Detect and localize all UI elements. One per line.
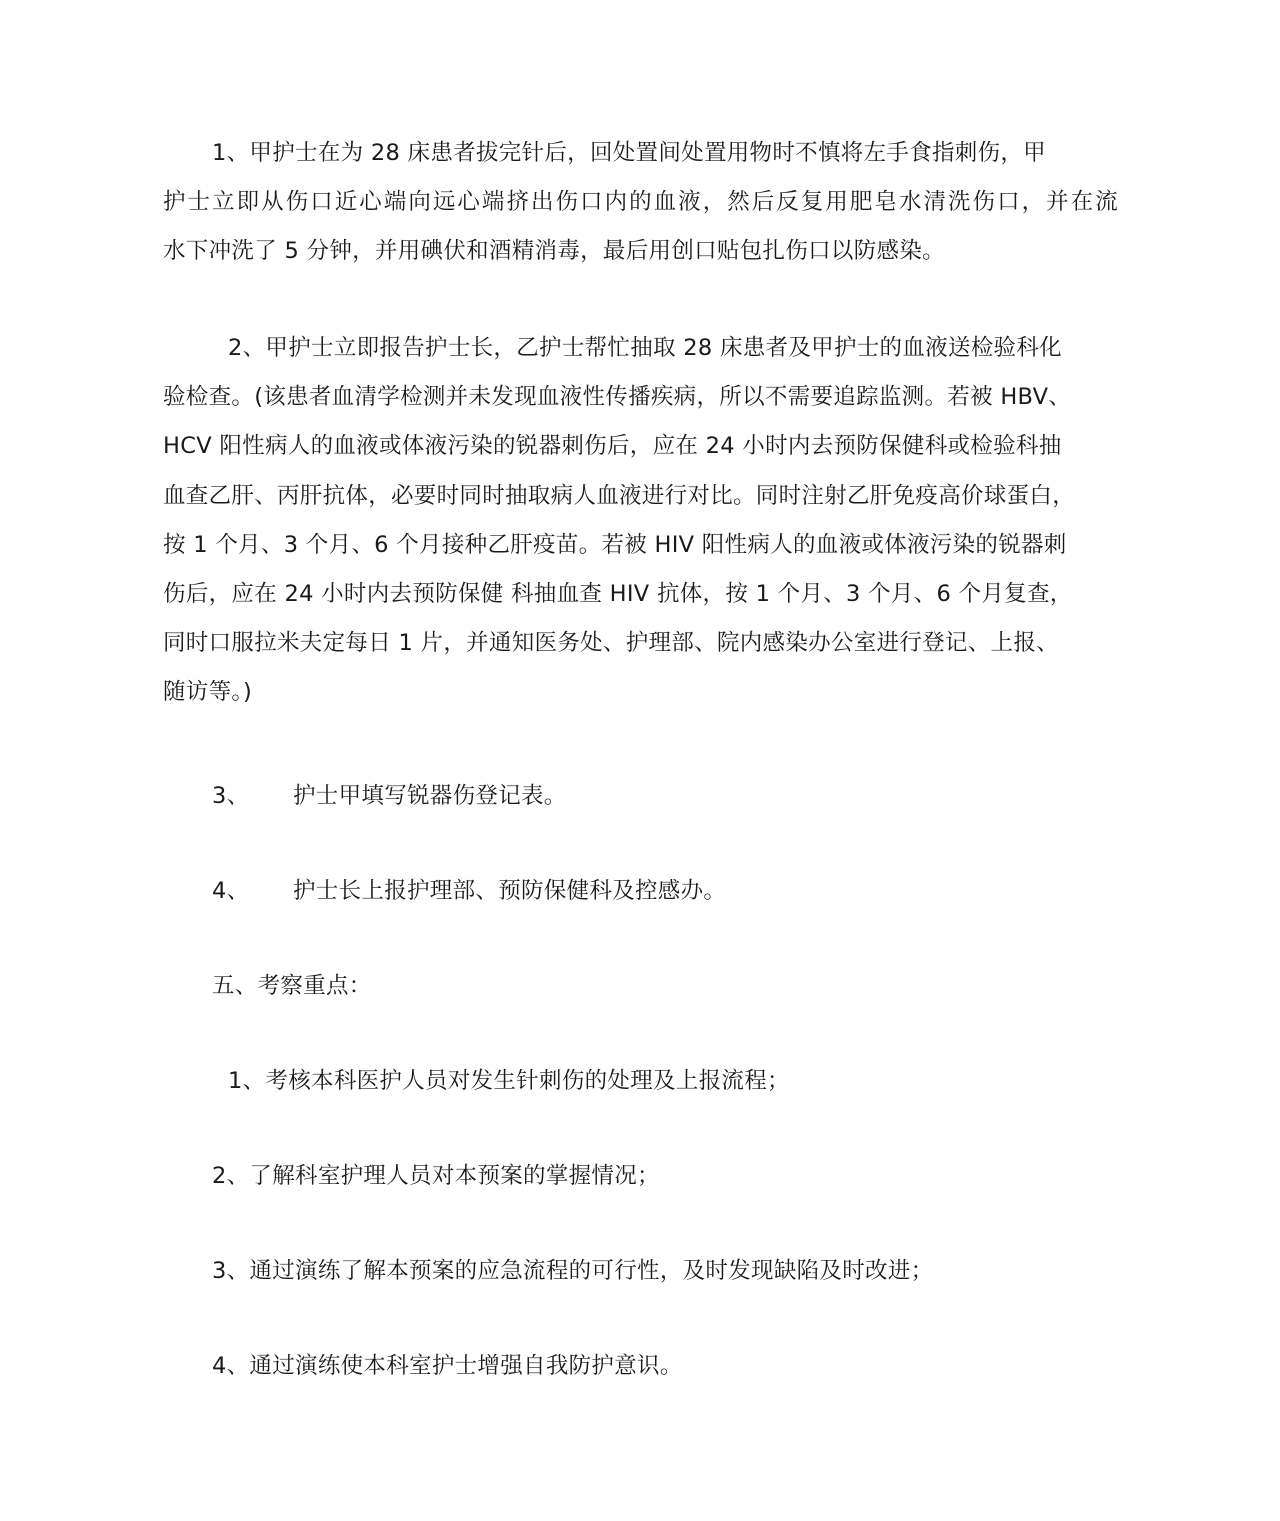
paragraph-2-line-7: 同时口服拉米夫定每日 1 片，并通知医务处、护理部、院内感染办公室进行登记、上报、 [163,630,1059,656]
focus-item-3: 3、通过演练了解本预案的应急流程的可行性，及时发现缺陷及时改进； [212,1258,934,1284]
focus-item-1: 1、考核本科医护人员对发生针刺伤的处理及上报流程； [228,1068,790,1094]
paragraph-1-line-1: 1、甲护士在为 28 床患者拔完针后，回处置间处置用物时不慎将左手食指刺伤，甲 [212,140,1046,166]
step-4-text: 护士长上报护理部、预防保健科及控感办。 [293,878,727,904]
section-heading: 五、考察重点： [212,973,372,999]
paragraph-1-line-2: 护士立即从伤口近心端向远心端挤出伤口内的血液，然后反复用肥皂水清洗伤口，并在流 [163,189,1118,215]
step-3-number: 3、 [212,783,250,809]
paragraph-2-line-5: 按 1 个月、3 个月、6 个月接种乙肝疫苗。若被 HIV 阳性病人的血液或体液污染的锐器刺 [163,532,1067,558]
paragraph-2-line-8: 随访等。) [163,679,253,705]
paragraph-2-line-1: 2、甲护士立即报告护士长，乙护士帮忙抽取 28 床患者及甲护士的血液送检验科化 [228,335,1062,361]
step-3-text: 护士甲填写锐器伤登记表。 [293,783,567,809]
step-4-number: 4、 [212,878,250,904]
paragraph-2-line-3: HCV 阳性病人的血液或体液污染的锐器刺伤后，应在 24 小时内去预防保健科或检验科抽 [163,433,1062,459]
focus-item-4: 4、通过演练使本科室护士增强自我防护意识。 [212,1353,683,1379]
focus-item-2: 2、了解科室护理人员对本预案的掌握情况； [212,1163,660,1189]
paragraph-2-line-6: 伤后，应在 24 小时内去预防保健 科抽血查 HIV 抗体，按 1 个月、3 个月、6 个月复查， [163,581,1073,607]
paragraph-2-line-2: 验检查。(该患者血清学检测并未发现血液性传播疾病，所以不需要追踪监测。若被 HBV、 [163,384,1072,410]
paragraph-2-line-4: 血查乙肝、丙肝抗体，必要时同时抽取病人血液进行对比。同时注射乙肝免疫高价球蛋白， [163,483,1076,509]
paragraph-1-line-3: 水下冲洗了 5 分钟，并用碘伏和酒精消毒，最后用创口贴包扎伤口以防感染。 [163,238,945,264]
